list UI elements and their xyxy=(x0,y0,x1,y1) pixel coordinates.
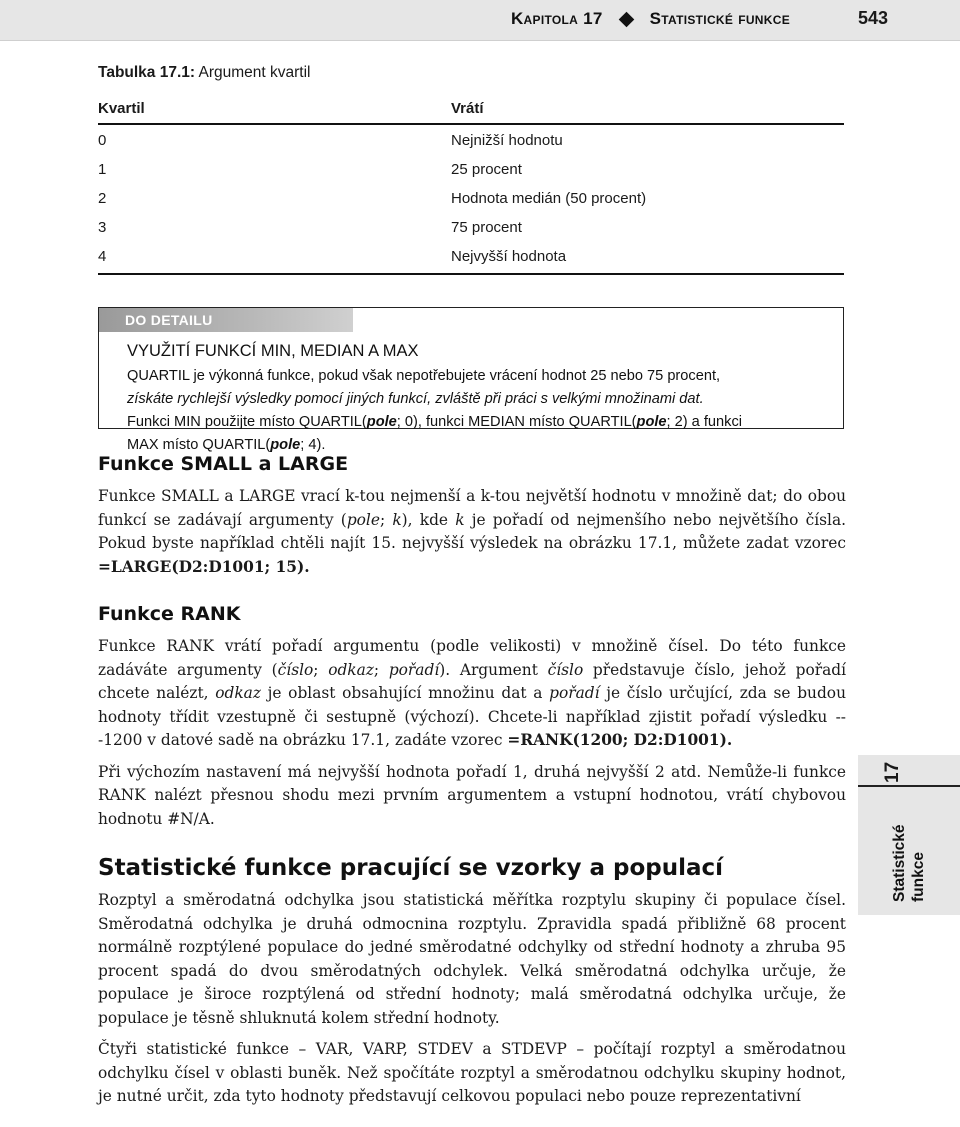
header-title xyxy=(511,9,790,29)
side-tab-number: 17 xyxy=(858,755,960,787)
detail-title: VYUŽITÍ FUNKCÍ MIN, MEDIAN A MAX xyxy=(127,342,419,360)
table-cell: 3 xyxy=(98,219,107,236)
quartile-table xyxy=(98,100,844,275)
table-row xyxy=(98,124,844,154)
table-cell: 4 xyxy=(98,241,451,274)
table-row xyxy=(98,212,844,241)
table-cell: Nejnižší hodnotu xyxy=(451,132,563,149)
diamond-icon xyxy=(618,11,634,27)
paragraph: Rozptyl a směrodatná odchylka jsou statistická měřítka rozptylu skupiny či populace čísel. Směrodatná odchylka je druhá odmocnina rozptylu. Zpravidla spadá přibližně 68 procent normálně rozptýlené populace do jedné směrodatné odchylky od střední hodnoty a zhruba 95 procent spadá do dvou směrodatných odchylek. Velká směrodatná odchylka určuje, že populace je široce rozptýlená od střední hodnoty; malá směrodatná odchylka určuje, že populace je těsně shluknutá kolem střední hodnoty. xyxy=(98,891,846,1027)
detail-body: QUARTIL je výkonná funkce, pokud však nepotřebujete vrácení hodnot 25 nebo 75 procent, získáte rychlejší výsledky pomocí jiných funkcí, zvláště při práci s velkými množinami dat. Funkci MIN použijte místo QUARTIL(pole; 0), funkci MEDIAN místo QUARTIL(pole; 2) a funkci MAX místo QUARTIL(pole; 4). xyxy=(127,368,742,453)
table-cell: 75 procent xyxy=(451,219,522,236)
side-tab-label: Statistické funkce xyxy=(891,824,927,902)
table-cell: 1 xyxy=(98,161,107,178)
page-number: 543 xyxy=(857,8,888,28)
section-heading-rank: Funkce RANK xyxy=(98,603,241,625)
table-cell: Nejvyšší hodnota xyxy=(451,241,844,274)
table-header-row xyxy=(98,100,844,124)
table-cell: 2 xyxy=(98,190,107,207)
table-row xyxy=(98,183,844,212)
running-header xyxy=(0,0,960,41)
table-row xyxy=(98,154,844,183)
table-cell: Hodnota medián (50 procent) xyxy=(451,190,647,207)
header-section: Statistické funkce xyxy=(649,9,790,28)
detail-tag: DO DETAILU xyxy=(99,308,353,332)
column-header: Kvartil xyxy=(98,100,451,124)
page-content xyxy=(98,60,846,1117)
table-row xyxy=(98,241,844,274)
paragraph: Při výchozím nastavení má nejvyšší hodnota pořadí 1, druhá nejvyšší 2 atd. Nemůže-li funkce RANK nalézt přesnou shodu mezi prvním argumentem a vstupní hodnotou, vrátí chybovou hodnotu #N/A. xyxy=(98,762,846,828)
section-heading-samples: Statistické funkce pracující se vzorky a populací xyxy=(98,855,724,881)
detail-sidebar-box xyxy=(98,307,844,453)
paragraph: Funkce SMALL a LARGE vrací k-tou nejmenší a k-tou největší hodnotu v množině dat; do obou funkcí se zadávají argumenty (pole; k), kde k je pořadí od nejmenšího nebo největšího čísla. Pokud byste například chtěli najít 15. nejvyšší výsledek na obrázku 17.1, můžete zadat vzorec =LARGE(D2:D1001; 15). xyxy=(98,487,847,576)
table-cell: 0 xyxy=(98,132,107,149)
table-cell: 25 procent xyxy=(451,161,522,178)
section-heading-small-large: Funkce SMALL a LARGE xyxy=(98,453,349,475)
paragraph: Čtyři statistické funkce – VAR, VARP, STDEV a STDEVP – počítají rozptyl a směrodatnou odchylku čísel v oblasti buněk. Než spočítáte rozptyl a směrodatnou odchylku skupiny hodnot, je nutné určit, zda tyto hodnoty představují celkovou populaci nebo pouze reprezentativní xyxy=(98,1040,846,1105)
paragraph: Funkce RANK vrátí pořadí argumentu (podle velikosti) v množině čísel. Do této funkce zadáváte argumenty (číslo; odkaz; pořadí). Argument číslo představuje číslo, jehož pořadí chcete nalézt, odkaz je oblast obsahující množinu dat a pořadí je číslo určující, zda se budou hodnoty třídit vzestupně či sestupně (výchozí). Chcete-li například zjistit pořadí výsledku ---1200 v datové sadě na obrázku 17.1, zadáte vzorec =RANK(1200; D2:D1001). xyxy=(98,637,847,749)
table-caption: Tabulka 17.1: Argument kvartil xyxy=(98,64,311,81)
column-header: Vrátí xyxy=(451,100,844,124)
header-chapter: Kapitola 17 xyxy=(510,9,603,28)
